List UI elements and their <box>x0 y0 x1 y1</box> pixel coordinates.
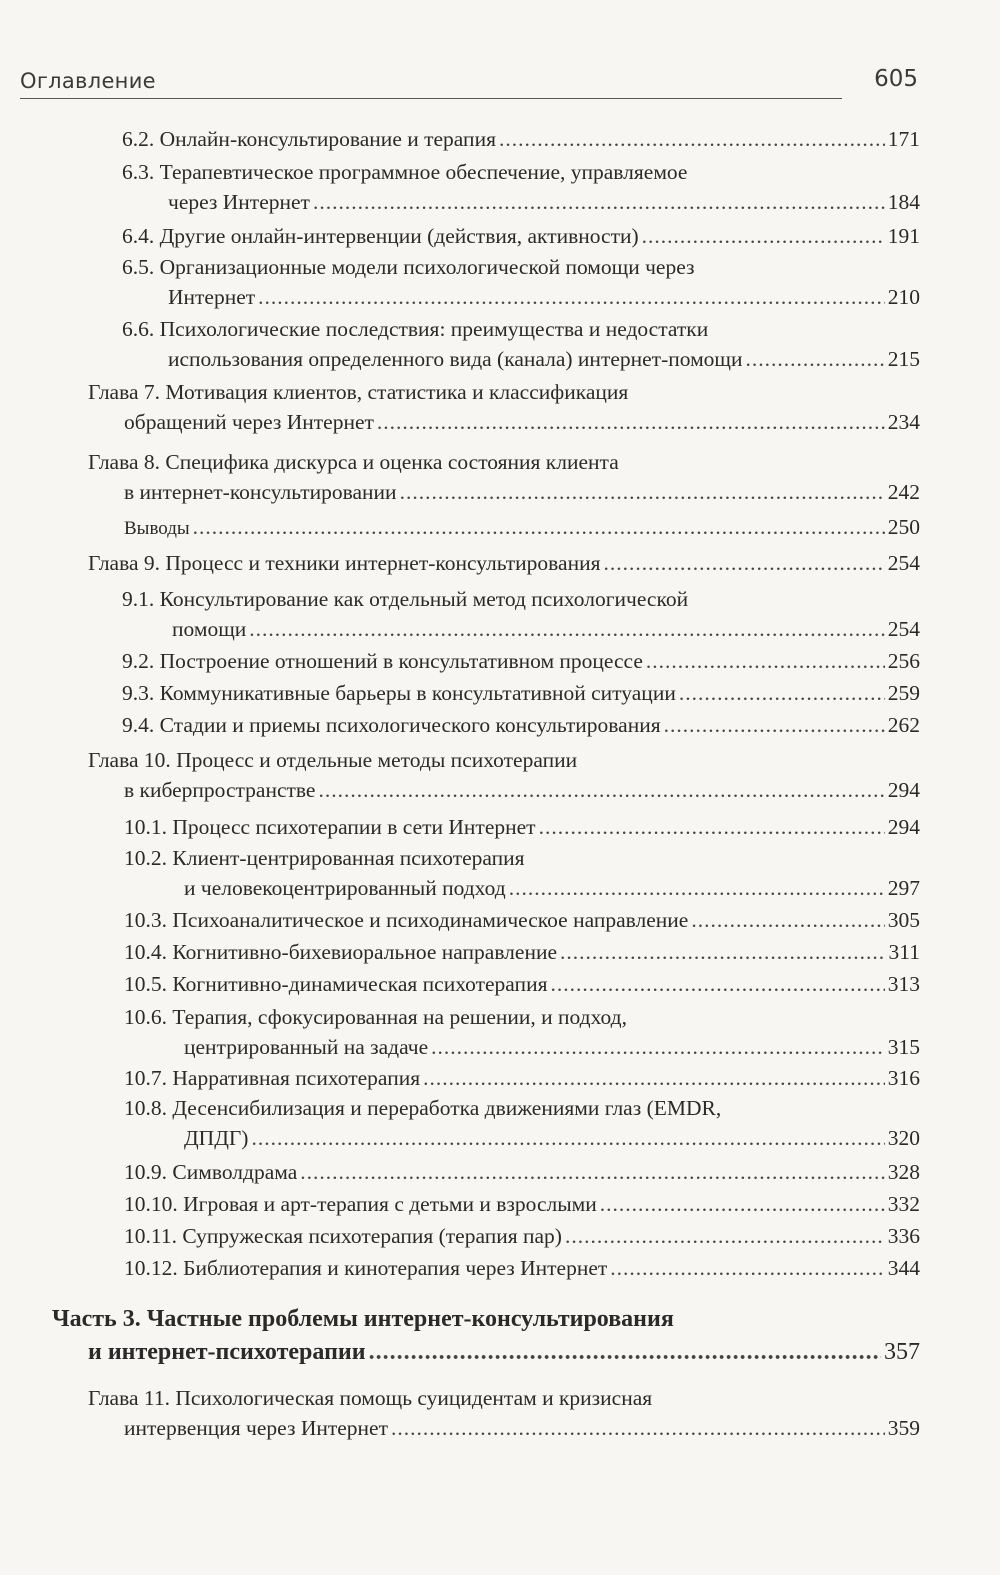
toc-entry-page: 259 <box>887 681 920 705</box>
toc-entry[interactable] <box>124 1093 920 1153</box>
toc-entry-page: 254 <box>887 617 920 641</box>
leader-dots <box>610 1253 884 1283</box>
toc-entry[interactable] <box>124 1063 920 1093</box>
toc-entry-title-cont: помощи <box>172 617 247 641</box>
toc-entry-page: 357 <box>884 1339 920 1365</box>
toc-entry-title: 9.2. Построение отношений в консультативном процессе <box>122 649 643 673</box>
leader-dots <box>646 646 885 676</box>
leader-dots <box>193 512 885 542</box>
leader-dots <box>431 1032 885 1062</box>
toc-entry-title-cont: и человекоцентрированный подход <box>184 876 506 900</box>
toc-entry[interactable] <box>122 252 920 312</box>
leader-dots <box>369 1336 881 1369</box>
toc-entry-page: 336 <box>887 1224 920 1248</box>
leader-dots <box>249 614 884 644</box>
toc-entry-title: 10.11. Супружеская психотерапия (терапия пар) <box>124 1224 562 1248</box>
leader-dots <box>603 548 884 578</box>
toc-part-entry[interactable] <box>52 1303 920 1369</box>
toc-entry-title-cont: интервенция через Интернет <box>124 1416 388 1440</box>
toc-entry-title: Выводы <box>124 518 190 539</box>
leader-dots <box>300 1157 884 1187</box>
toc-entry-page: 210 <box>887 285 920 309</box>
leader-dots <box>664 710 885 740</box>
leader-dots <box>679 678 885 708</box>
toc-entry-page: 256 <box>887 649 920 673</box>
toc-entry-title: 10.6. Терапия, сфокусированная на решении, и подход, <box>124 1005 627 1029</box>
toc-entry-title: 10.2. Клиент-центрированная психотерапия <box>124 846 525 870</box>
leader-dots <box>499 124 885 154</box>
toc-entry[interactable] <box>88 447 920 507</box>
toc-entry-title: 10.9. Символдрама <box>124 1160 298 1184</box>
leader-dots <box>391 1413 885 1443</box>
leader-dots <box>400 477 885 507</box>
toc-entry-page: 315 <box>887 1035 920 1059</box>
toc-entry-page: 320 <box>887 1126 920 1150</box>
toc-entry-title-cont: использования определенного вида (канала) интернет-помощи <box>168 347 743 371</box>
toc-entry[interactable] <box>88 745 920 805</box>
toc-entry-title: 10.12. Библиотерапия и кинотерапия через Интернет <box>124 1256 608 1280</box>
toc-entry-title: 6.6. Психологические последствия: преимущества и недостатки <box>122 317 709 341</box>
toc-entry-page: 262 <box>887 713 920 737</box>
toc-entry[interactable] <box>122 221 920 251</box>
leader-dots <box>423 1063 885 1093</box>
toc-entry[interactable] <box>124 1221 920 1251</box>
toc-entry[interactable] <box>124 1189 920 1219</box>
page-number: 605 <box>874 66 918 92</box>
toc-entry[interactable] <box>124 512 920 544</box>
leader-dots <box>318 775 884 805</box>
toc-entry[interactable] <box>124 843 920 903</box>
toc-entry-title: 9.1. Консультирование как отдельный метод психологической <box>122 587 689 611</box>
toc-entry[interactable] <box>124 969 920 999</box>
toc-entry[interactable] <box>124 812 920 842</box>
leader-dots <box>550 969 884 999</box>
toc-entry[interactable] <box>122 314 920 374</box>
leader-dots <box>691 905 884 935</box>
running-header-title: Оглавление <box>20 69 156 93</box>
toc-entry-page: 242 <box>887 480 920 504</box>
leader-dots <box>539 812 885 842</box>
toc-entry[interactable] <box>124 1002 920 1062</box>
toc-entry[interactable] <box>88 377 920 437</box>
leader-dots <box>746 344 885 374</box>
toc-entry-title-cont: обращений через Интернет <box>124 410 374 434</box>
toc-entry-page: 294 <box>887 815 920 839</box>
toc-entry-title: 10.10. Игровая и арт-терапия с детьми и взрослыми <box>124 1192 597 1216</box>
toc-entry[interactable] <box>88 1383 920 1443</box>
toc-entry-title: 6.5. Организационные модели психологической помощи через <box>122 255 695 279</box>
toc-entry-title: Глава 10. Процесс и отдельные методы психотерапии <box>88 748 578 772</box>
toc-entry-title-cont: центрированный на задаче <box>184 1035 429 1059</box>
toc-entry-page: 184 <box>887 190 920 214</box>
toc-entry[interactable] <box>122 157 920 217</box>
toc-entry-title: 10.5. Когнитивно-динамическая психотерапия <box>124 972 548 996</box>
toc-entry[interactable] <box>124 905 920 935</box>
toc-entry-title: 9.3. Коммуникативные барьеры в консультативной ситуации <box>122 681 676 705</box>
toc-entry[interactable] <box>88 548 920 578</box>
toc-entry-title: Глава 8. Специфика дискурса и оценка состояния клиента <box>88 450 619 474</box>
toc-entry-page: 297 <box>887 876 920 900</box>
toc-entry-page: 359 <box>887 1416 920 1440</box>
toc-entry-page: 305 <box>887 908 920 932</box>
leader-dots <box>565 1221 885 1251</box>
toc-entry-page: 215 <box>887 347 920 371</box>
toc-entry-title-cont: через Интернет <box>168 190 310 214</box>
toc-entry[interactable] <box>122 584 920 644</box>
leader-dots <box>642 221 885 251</box>
toc-entry-page: 313 <box>887 972 920 996</box>
toc-entry-title: 10.7. Нарративная психотерапия <box>124 1066 421 1090</box>
toc-entry[interactable] <box>124 1253 920 1283</box>
toc-entry-title-cont: ДПДГ) <box>184 1126 249 1150</box>
toc-entry[interactable] <box>122 124 920 154</box>
leader-dots <box>509 873 885 903</box>
toc-entry-page: 316 <box>887 1066 920 1090</box>
toc-entry-title: 6.3. Терапевтическое программное обеспечение, управляемое <box>122 160 688 184</box>
toc-entry-title: 6.4. Другие онлайн-интервенции (действия, активности) <box>122 224 639 248</box>
toc-entry-title: 6.2. Онлайн-консультирование и терапия <box>122 127 496 151</box>
toc-entry-page: 191 <box>887 224 920 248</box>
toc-entry-title: 10.3. Психоаналитическое и психодинамическое направление <box>124 908 689 932</box>
leader-dots <box>560 937 886 967</box>
leader-dots <box>313 187 885 217</box>
toc-entry-title: Глава 7. Мотивация клиентов, статистика и классификация <box>88 380 629 404</box>
toc-entry[interactable] <box>122 678 920 708</box>
toc-entry-title: 10.4. Когнитивно-бихевиоральное направление <box>124 940 558 964</box>
toc-entry-page: 332 <box>887 1192 920 1216</box>
toc-entry-page: 344 <box>887 1256 920 1280</box>
toc-entry-title: Глава 9. Процесс и техники интернет-консультирования <box>88 551 601 575</box>
toc-entry[interactable] <box>122 646 920 676</box>
toc-entry-title-cont: Интернет <box>168 285 256 309</box>
toc-entry-page: 294 <box>887 778 920 802</box>
toc-entry-page: 328 <box>887 1160 920 1184</box>
toc-entry-title: 9.4. Стадии и приемы психологического консультирования <box>122 713 661 737</box>
toc-entry-page: 311 <box>888 940 920 964</box>
leader-dots <box>258 282 885 312</box>
toc-entry-title-cont: и интернет-психотерапии <box>88 1339 366 1365</box>
toc-entry-title: Часть 3. Частные проблемы интернет-консультирования <box>52 1306 674 1332</box>
toc-entry-page: 250 <box>887 515 920 539</box>
leader-dots <box>377 407 885 437</box>
toc-entry-title: 10.8. Десенсибилизация и переработка движениями глаз (EMDR, <box>124 1096 722 1120</box>
toc-entry[interactable] <box>124 1157 920 1187</box>
leader-dots <box>600 1189 885 1219</box>
toc-entry-page: 254 <box>887 551 920 575</box>
toc-entry-title: Глава 11. Психологическая помощь суицидентам и кризисная <box>88 1386 653 1410</box>
toc-entry-page: 234 <box>887 410 920 434</box>
toc-entry[interactable] <box>122 710 920 740</box>
toc-entry[interactable] <box>124 937 920 967</box>
toc-entry-title-cont: в интернет-консультировании <box>124 480 397 504</box>
toc-entry-title-cont: в киберпространстве <box>124 778 316 802</box>
leader-dots <box>251 1123 884 1153</box>
toc-entry-title: 10.1. Процесс психотерапии в сети Интернет <box>124 815 536 839</box>
toc-entry-page: 171 <box>887 127 920 151</box>
